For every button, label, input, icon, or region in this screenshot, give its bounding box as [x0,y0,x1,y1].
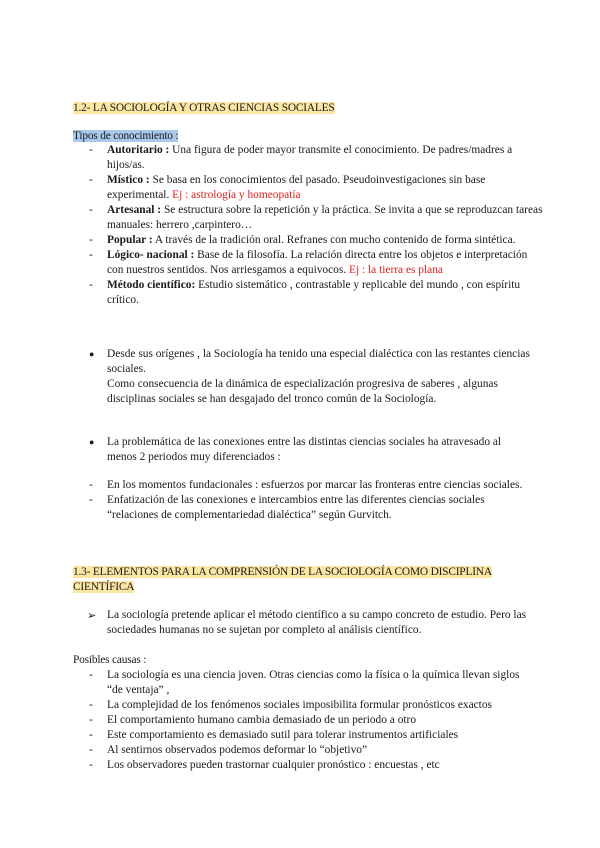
bullet-specialization-text: Como consecuencia de la dinámica de especialización progresiva de saberes , algunas disciplinas sociales se han desgajado del tronco común de la Sociología. [107,378,498,405]
cause-item [73,758,533,773]
dash-marker: - [89,479,93,491]
cause-text: Este comportamiento es demasiado sutil para tolerar instrumentos artificiales [107,729,459,741]
dash-marker: - [89,699,93,711]
type-item-artesanal [73,203,543,233]
type-text: Base de la filosofía. La relación directa entre los objetos e interpretación con nuestros sentidos. Nos arriesgamos a equivocos. [107,249,528,276]
arrow-item-text: La sociología pretende aplicar el método científico a su campo concreto de estudio. Pero las sociedades humanas no se sujetan por completo al análisis científico. [107,609,527,636]
causes-list [73,668,533,773]
section-1-3-title [73,565,543,595]
cause-text: La sociología es una ciencia joven. Otras ciencias como la física o la química llevan siglos “de ventaja” , [107,669,520,696]
period-text: Enfatización de las conexiones e intercambios entre las diferentes ciencias sociales “relaciones de complementariedad dialéctica” según Gurvitch. [107,494,485,521]
dash-marker: - [89,279,93,291]
type-item-logico-nacional [73,248,543,278]
type-text: A través de la tradición oral. Refranes con mucho contenido de forma sintética. [152,234,516,246]
dash-marker: - [89,174,93,186]
type-item-popular [73,233,543,248]
dash-marker: - [89,249,93,261]
bullet-item [73,347,533,407]
cause-text: Los observadores pueden trastornar cualquier pronóstico : encuestas , etc [107,759,440,771]
types-list [73,143,543,308]
cause-item [73,743,533,758]
types-label [73,129,533,144]
type-example: Ej : astrología y homeopatía [172,189,301,201]
bullet-origins [73,347,533,407]
types-label-text: Tipos de conocimiento : [73,130,179,142]
type-item-metodo-cientifico [73,278,543,308]
period-item [73,478,533,493]
period-item [73,493,533,523]
section-1-3-title-line2: CIENTÍFICA [73,581,135,593]
type-term: Autoritario : [107,144,170,156]
dash-marker: - [89,759,93,771]
cause-item [73,713,533,728]
arrow-item-block [73,608,533,638]
dash-marker: - [89,204,93,216]
bullet-item [73,435,533,465]
cause-item [73,728,533,743]
type-term: Artesanal : [107,204,162,216]
type-text: Una figura de poder mayor transmite el conocimiento. De padres/madres a hijos/as. [107,144,513,171]
period-text: En los momentos fundacionales : esfuerzos por marcar las fronteras entre ciencias sociales. [107,479,523,491]
type-item-mistico [73,173,543,203]
periods-list [73,478,533,523]
type-term: Lógico- nacional : [107,249,195,261]
dash-marker: - [89,669,93,681]
dash-marker: - [89,729,93,741]
type-term: Método científico: [107,279,196,291]
section-1-3-title-line1: 1.3- ELEMENTOS PARA LA COMPRENSIÓN DE LA SOCIOLOGÍA COMO DISCIPLINA [73,566,492,578]
cause-text: La complejidad de los fenómenos sociales imposibilita formular pronósticos exactos [107,699,492,711]
causes-label: Posibles causas : [73,654,147,666]
dash-marker: - [89,494,93,506]
dash-marker: - [89,234,93,246]
cause-text: El comportamiento humano cambia demasiado de un periodo a otro [107,714,417,726]
type-term: Místico : [107,174,150,186]
type-example: Ej : la tierra es plana [349,264,443,276]
type-text: Estudio sistemático , contrastable y replicable del mundo , con espíritu crítico. [107,279,521,306]
arrow-marker-icon: ➢ [87,609,97,622]
arrow-item [73,608,533,638]
cause-text: Al sentirnos observados podemos deformar lo “objetivo” [107,744,368,756]
type-text: Se estructura sobre la repetición y la práctica. Se invita a que se reproduzcan tareas manuales: herrero ,carpintero… [107,204,543,231]
cause-item [73,698,533,713]
dash-marker: - [89,714,93,726]
dash-marker: - [89,744,93,756]
bullet-origins-text: Desde sus orígenes , la Sociología ha tenido una especial dialéctica con las restantes ciencias sociales. [107,348,530,375]
bullet-problematica [73,435,533,465]
bullet-marker: ● [89,437,95,447]
type-item-autoritario [73,143,543,173]
cause-item [73,668,533,698]
section-1-2-title-text: 1.2- LA SOCIOLOGÍA Y OTRAS CIENCIAS SOCIALES [73,102,335,114]
type-text: Se basa en los conocimientos del pasado. Pseudoinvestigaciones sin base experimental. [107,174,486,201]
section-1-2-title [73,101,533,116]
type-term: Popular : [107,234,153,246]
dash-marker: - [89,144,93,156]
bullet-problematica-text: La problemática de las conexiones entre las distintas ciencias sociales ha atravesado al menos 2 periodos muy diferenciados : [107,436,502,463]
bullet-marker: ● [89,349,95,359]
